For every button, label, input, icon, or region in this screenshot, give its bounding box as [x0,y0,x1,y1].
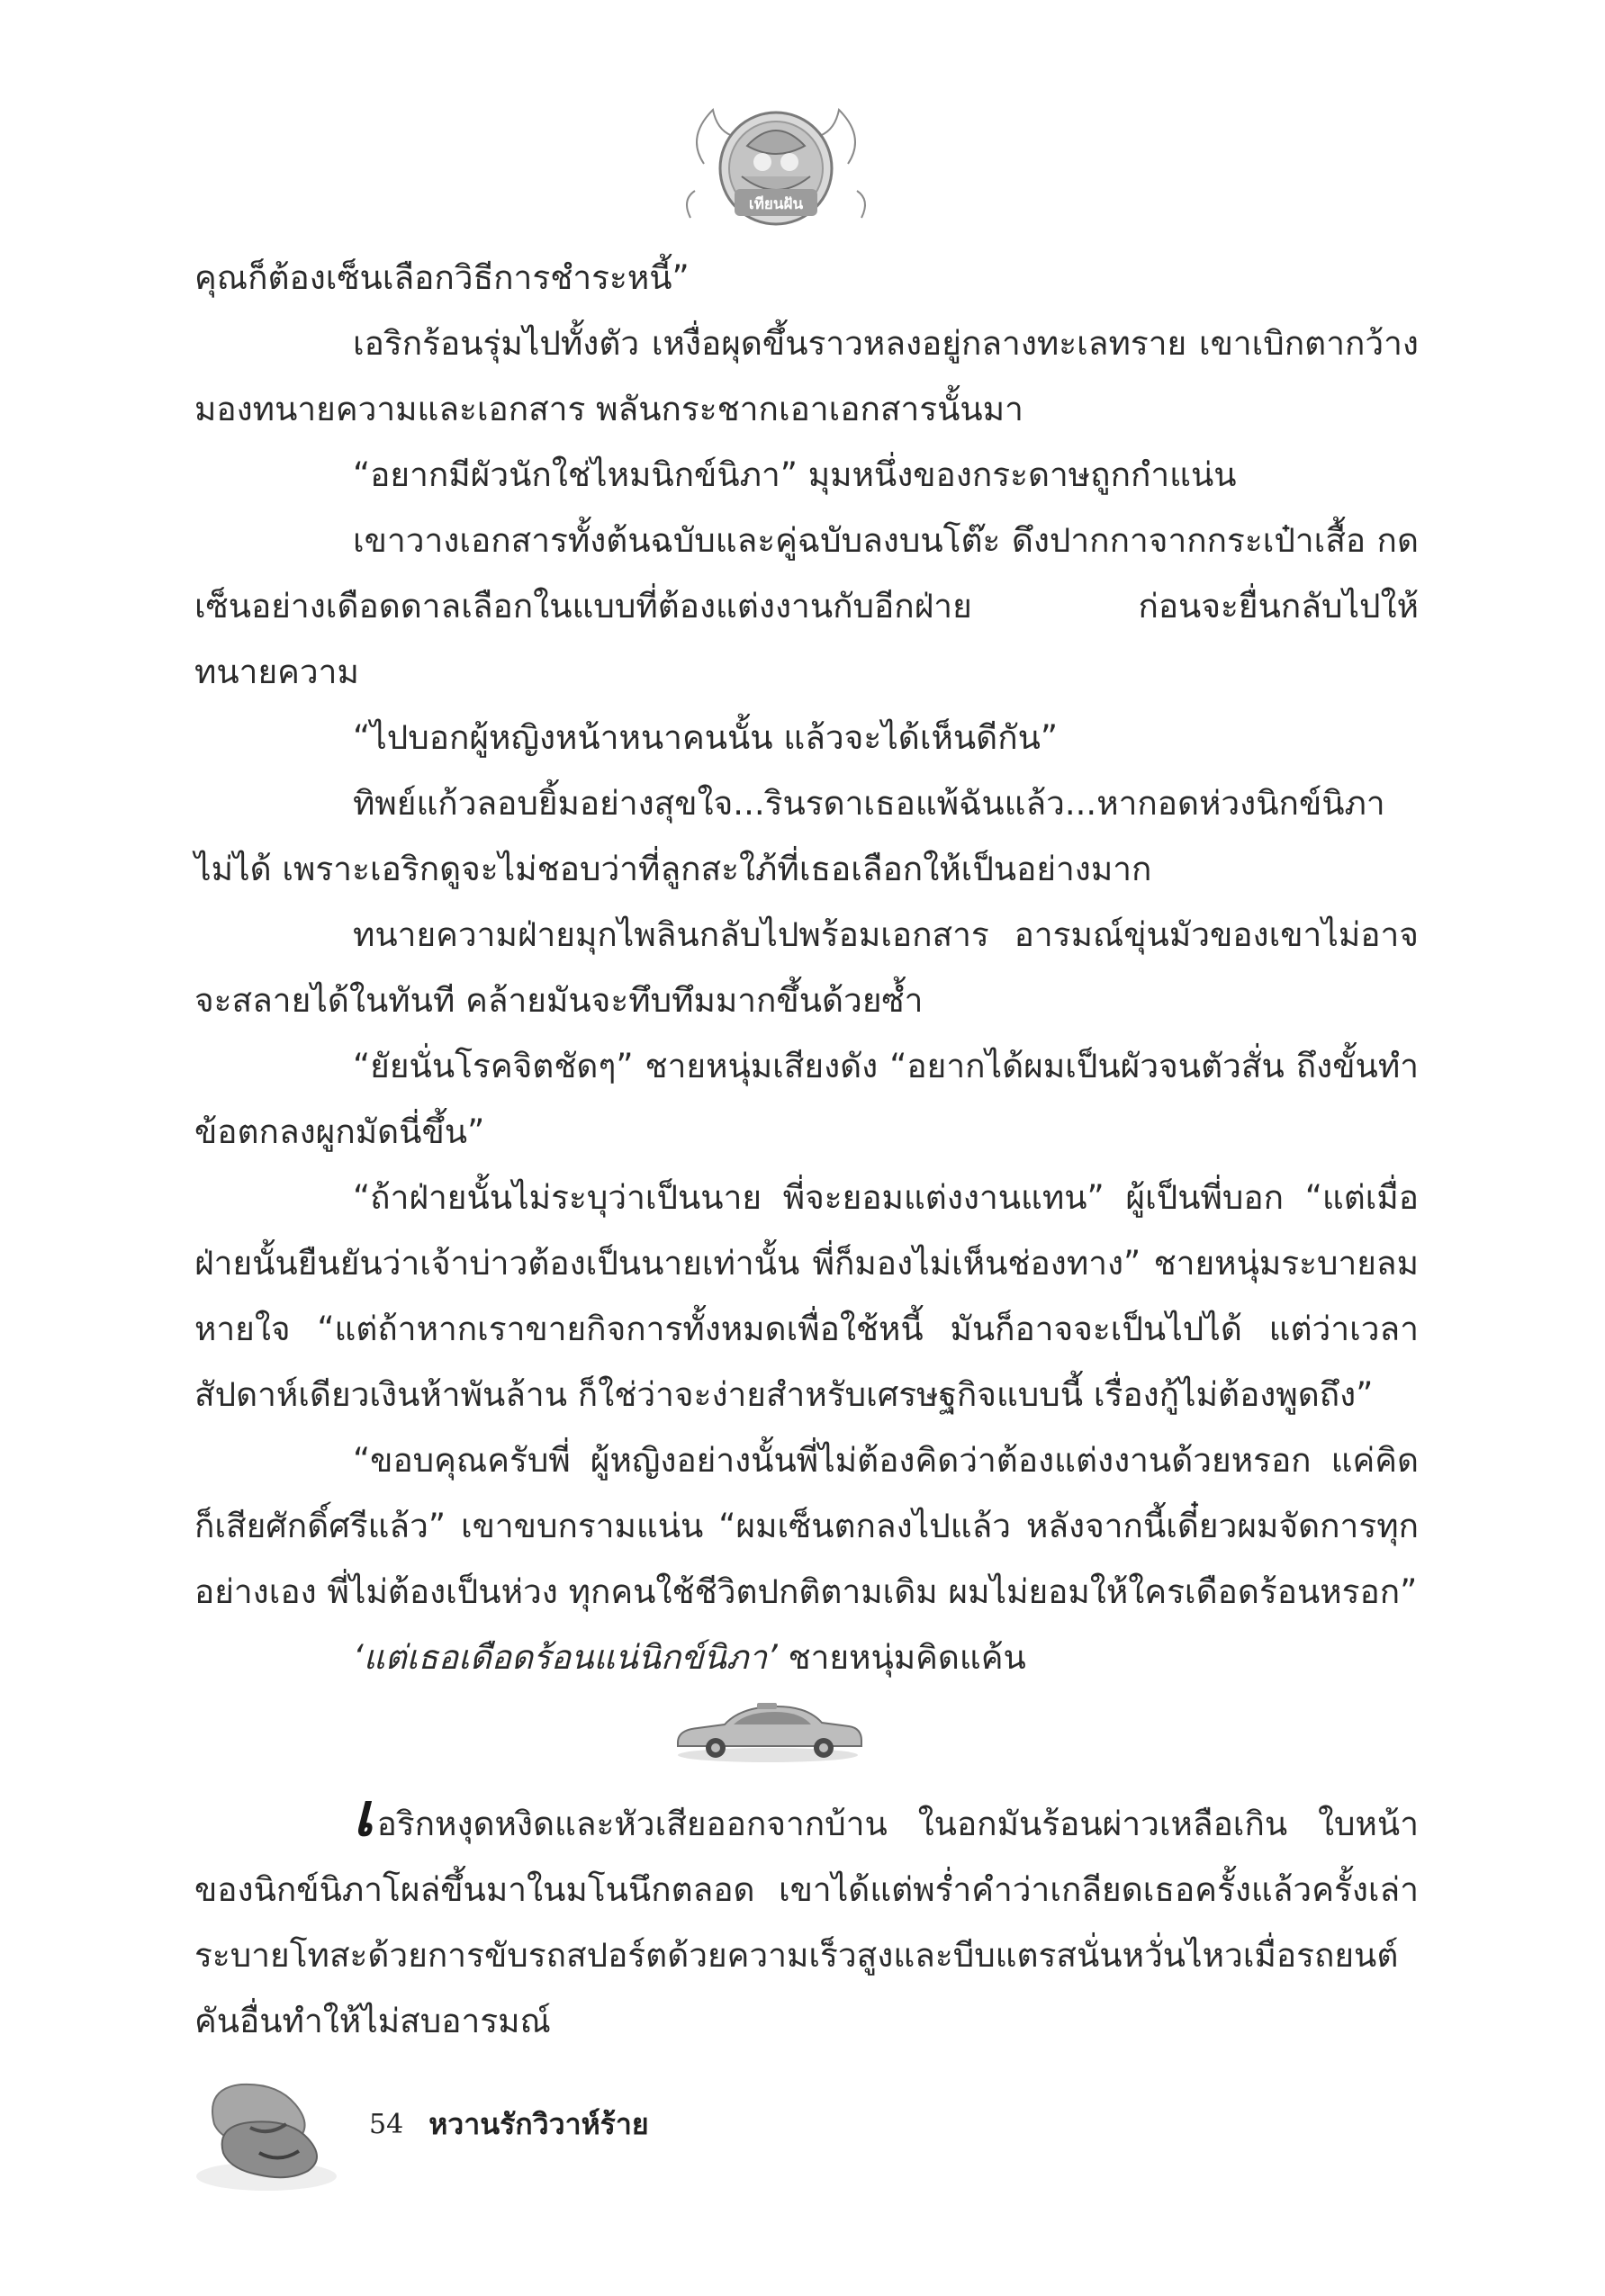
page-number: 54 [369,2108,404,2140]
logo-text: เทียนฝัน [748,195,804,213]
paragraph: “ไปบอกผู้หญิงหน้าหนาคนนั้น แล้วจะได้เห็นดีกัน” [353,718,1059,757]
paragraph: เอริกร้อนรุ่มไปทั้งตัว เหงื่อผุดขึ้นราวหลงอยู่กลางทะเลทราย เขาเบิกตากว้างมองทนายความและเอกสาร พลันกระชากเอาเอกสารนั้นมา [194,324,1419,428]
page-footer [369,2097,649,2151]
book-title: หวานรักวิวาห์ร้าย [428,2106,649,2141]
section-two-text: อริกหงุดหงิดและหัวเสียออกจากบ้าน ในอกมันร้อนผ่าวเหลือเกิน ใบหน้าของนิกข์นิภาโผล่ขึ้นมาในมโนนึกตลอด เขาได้แต่พร่ำคำว่าเกลียดเธอครั้งแล้วครั้งเล่า ระบายโทสะด้วยการขับรถสปอร์ตด้วยความเร็วสูงและบีบแตรสนั่นหวั่นไหวเมื่อรถยนต์คันอื่นทำให้ไม่สบอารมณ์ [194,1805,1419,2040]
thought-tail: ชายหนุ่มคิดแค้น [777,1638,1026,1677]
italic-thought: ‘แต่เธอเดือดร้อนแน่นิกข์นิภา’ [353,1638,778,1677]
taxi-car-icon [669,1699,867,1764]
paragraph: คุณก็ต้องเซ็นเลือกวิธีการชำระหนี้” [194,258,690,297]
thought-line [194,1625,1419,1690]
paragraph: “อยากมีผัวนักใช่ไหมนิกข์นิภา” มุมหนึ่งของกระดาษถูกกำแน่น [353,455,1237,494]
paragraph: “ยัยนั่นโรคจิตชัดๆ” ชายหนุ่มเสียงดัง “อยากได้ผมเป็นผัวจนตัวสั่น ถึงขั้นทำข้อตกลงผูกมัดนี่ขึ้น” [194,1047,1419,1151]
paragraph: “ถ้าฝ่ายนั้นไม่ระบุว่าเป็นนาย พี่จะยอมแต่งงานแทน” ผู้เป็นพี่บอก “แต่เมื่อฝ่ายนั้นยืนยันว่าเจ้าบ่าวต้องเป็นนายเท่านั้น พี่ก็มองไม่เห็นช่องทาง” ชายหนุ่มระบายลมหายใจ “แต่ถ้าหากเราขายกิจการทั้งหมดเพื่อใช้หนี้ มันก็อาจจะเป็นไปได้ แต่ว่าเวลาสัปดาห์เดียวเงินห้าพันล้าน ก็ใช่ว่าจะง่ายสำหรับเศรษฐกิจแบบนี้ เรื่องกู้ไม่ต้องพูดถึง” [194,1178,1419,1414]
paragraph: เขาวางเอกสารทั้งต้นฉบับและคู่ฉบับลงบนโต๊ะ ดึงปากกาจากกระเป๋าเสื้อ กดเซ็นอย่างเดือดดาลเลือกในแบบที่ต้องแต่งงานกับอีกฝ่าย ก่อนจะยื่นกลับไปให้ทนายความ [194,521,1419,691]
body-text [194,245,1419,1690]
sandals-icon [187,2070,345,2196]
drop-cap: เ [353,1779,374,1850]
paragraph: ทิพย์แก้วลอบยิ้มอย่างสุขใจ...รินรดาเธอแพ้ฉันแล้ว...หากอดห่วงนิกข์นิภาไม่ได้ เพราะเอริกดูจะไม่ชอบว่าที่ลูกสะใภ้ที่เธอเลือกให้เป็นอย่างมาก [194,784,1385,888]
paragraph: ทนายความฝ่ายมุกไพลินกลับไปพร้อมเอกสาร อารมณ์ขุ่นมัวของเขาไม่อาจจะสลายได้ในทันที คล้ายมันจะทึบทึมมากขึ้นด้วยซ้ำ [194,915,1419,1020]
angel-emblem-icon [677,83,875,234]
section-two [194,1779,1419,2054]
paragraph: “ขอบคุณครับพี่ ผู้หญิงอย่างนั้นพี่ไม่ต้องคิดว่าต้องแต่งงานด้วยหรอก แค่คิดก็เสียศักดิ์ศรีแล้ว” เขาขบกรามแน่น “ผมเซ็นตกลงไปแล้ว หลังจากนี้เดี๋ยวผมจัดการทุกอย่างเอง พี่ไม่ต้องเป็นห่วง ทุกคนใช้ชีวิตปกติตามเดิม ผมไม่ยอมให้ใครเดือดร้อนหรอก” [194,1441,1419,1611]
paragraph [194,1779,1419,2054]
